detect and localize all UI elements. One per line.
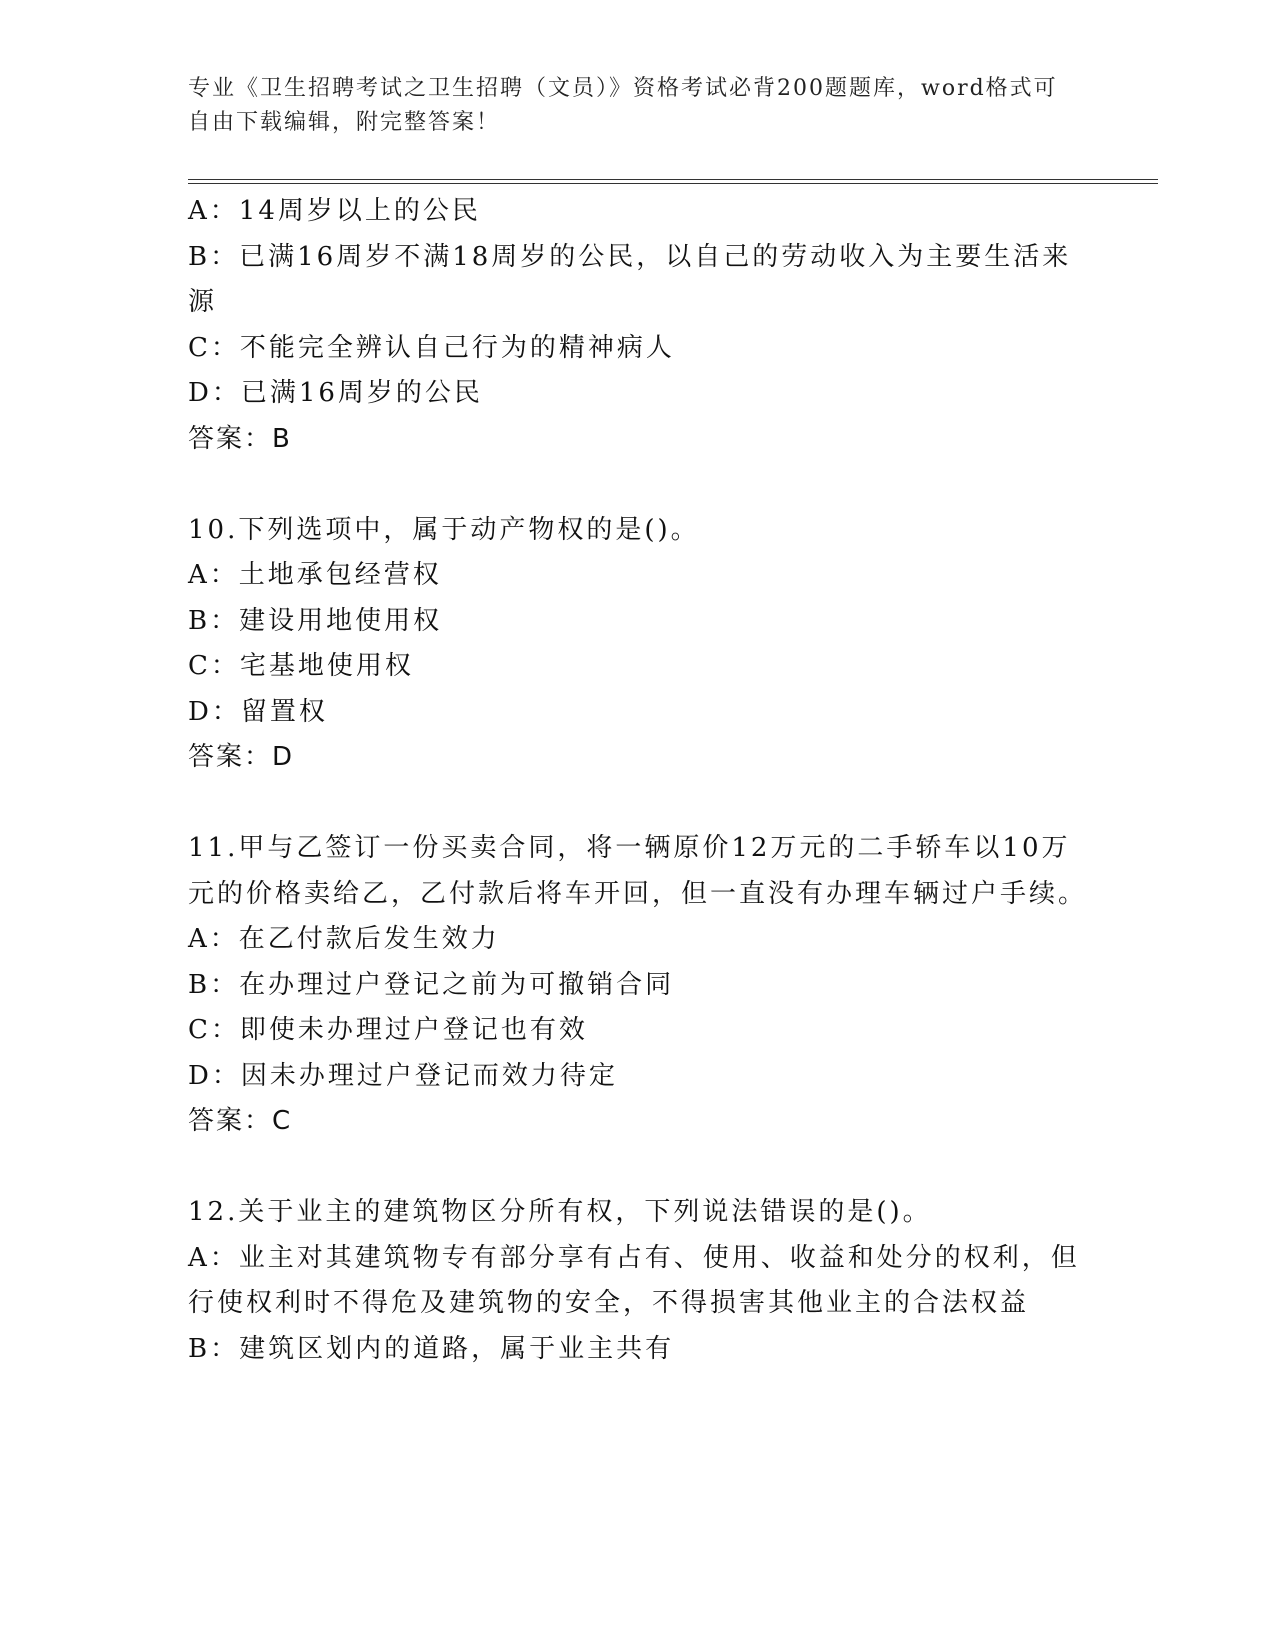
option-a: A：土地承包经营权 <box>188 560 442 590</box>
option-d: D：留置权 <box>188 696 328 727</box>
header-divider <box>188 179 1158 180</box>
option-b: B：建筑区划内的道路，属于业主共有 <box>188 1333 675 1364</box>
option-a: A：14周岁以上的公民 <box>188 196 481 226</box>
header-text: 专业《卫生招聘考试之卫生招聘（文员）》资格考试必背200题题库，word格式可自由下载编辑，附完整答案！ <box>188 76 1058 135</box>
option-b: B：在办理过户登记之前为可撤销合同 <box>188 969 675 1000</box>
option-b: B：建设用地使用权 <box>188 605 443 636</box>
question-block-12 <box>188 1190 1088 1372</box>
option-a: A：在乙付款后发生效力 <box>188 924 500 954</box>
option-c: C：宅基地使用权 <box>188 651 414 681</box>
spacer <box>188 1145 1088 1191</box>
document-body <box>188 189 1088 1372</box>
question-block-10 <box>188 508 1088 781</box>
question-text: 12.关于业主的建筑物区分所有权，下列说法错误的是()。 <box>188 1197 932 1227</box>
option-c: C：即使未办理过户登记也有效 <box>188 1015 588 1045</box>
question-block-11 <box>188 826 1088 1145</box>
spacer <box>188 462 1088 508</box>
answer: 答案：B <box>188 423 292 454</box>
question-text: 11.甲与乙签订一份买卖合同，将一辆原价12万元的二手轿车以10万元的价格卖给乙，乙付款后将车开回，但一直没有办理车辆过户手续。 <box>188 833 1088 909</box>
spacer <box>188 781 1088 827</box>
document-header <box>188 72 1068 140</box>
option-a: A：业主对其建筑物专有部分享有占有、使用、收益和处分的权利，但行使权利时不得危及建筑物的安全，不得损害其他业主的合法权益 <box>188 1242 1080 1318</box>
question-text: 10.下列选项中，属于动产物权的是()。 <box>188 514 700 545</box>
answer: 答案：D <box>188 742 295 772</box>
answer: 答案：C <box>188 1106 293 1136</box>
question-block-9 <box>188 189 1088 462</box>
option-d: D：因未办理过户登记而效力待定 <box>188 1060 618 1091</box>
option-c: C：不能完全辨认自己行为的精神病人 <box>188 332 675 363</box>
option-d: D：已满16周岁的公民 <box>188 378 483 408</box>
option-b: B：已满16周岁不满18周岁的公民，以自己的劳动收入为主要生活来源 <box>188 241 1072 317</box>
